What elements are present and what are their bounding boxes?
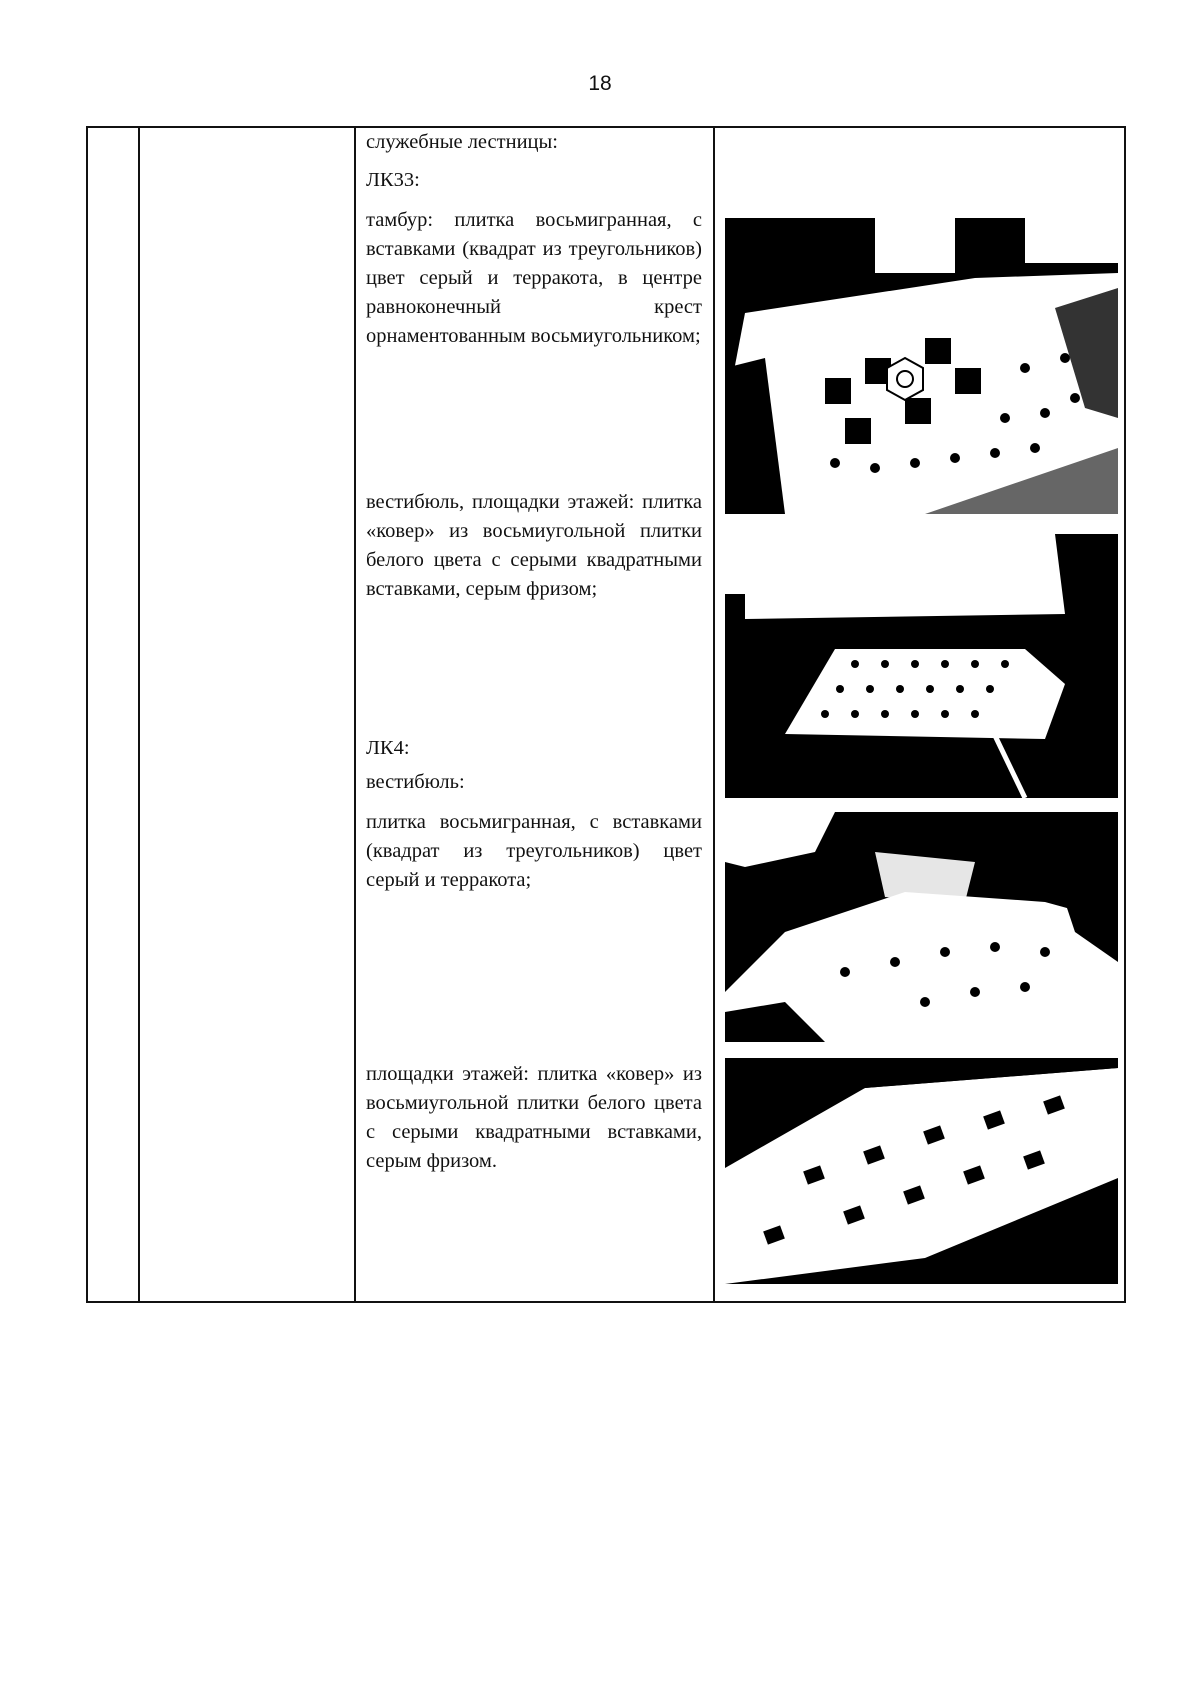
lk4-vestibule-label: вестибюль: [366, 771, 465, 793]
staircase-label-lk33: ЛК33: [366, 169, 420, 191]
lk4-floors-photo [725, 1058, 1118, 1284]
lk33-tambur-photo [725, 218, 1118, 514]
lk33-vestibule-photo [725, 534, 1118, 798]
page-number: 18 [588, 72, 612, 95]
lk33-tambur-description: тамбур: плитка восьмигранная, с вставками (квадрат из треугольников) цвет серый и терракота, в центре равноконечный крест орнаментованным восьмиугольником; [366, 209, 702, 347]
column-divider [138, 128, 140, 1301]
lk33-vestibule-description: вестибюль, площадки этажей: плитка «ковер» из восьмиугольной плитки белого цвета с серыми квадратными вставками, серым фризом; [366, 491, 702, 600]
description-table [86, 126, 1126, 1303]
lk4-vestibule-description: плитка восьмигранная, с вставками (квадрат из треугольников) цвет серый и терракота; [366, 811, 702, 891]
lk4-vestibule-photo [725, 812, 1118, 1042]
staircase-label-lk4: ЛК4: [366, 737, 410, 759]
section-heading: служебные лестницы: [366, 131, 558, 153]
column-divider [713, 128, 715, 1301]
lk4-floors-description: площадки этажей: плитка «ковер» из восьмиугольной плитки белого цвета с серыми квадратными вставками, серым фризом. [366, 1063, 702, 1172]
column-divider [354, 128, 356, 1301]
